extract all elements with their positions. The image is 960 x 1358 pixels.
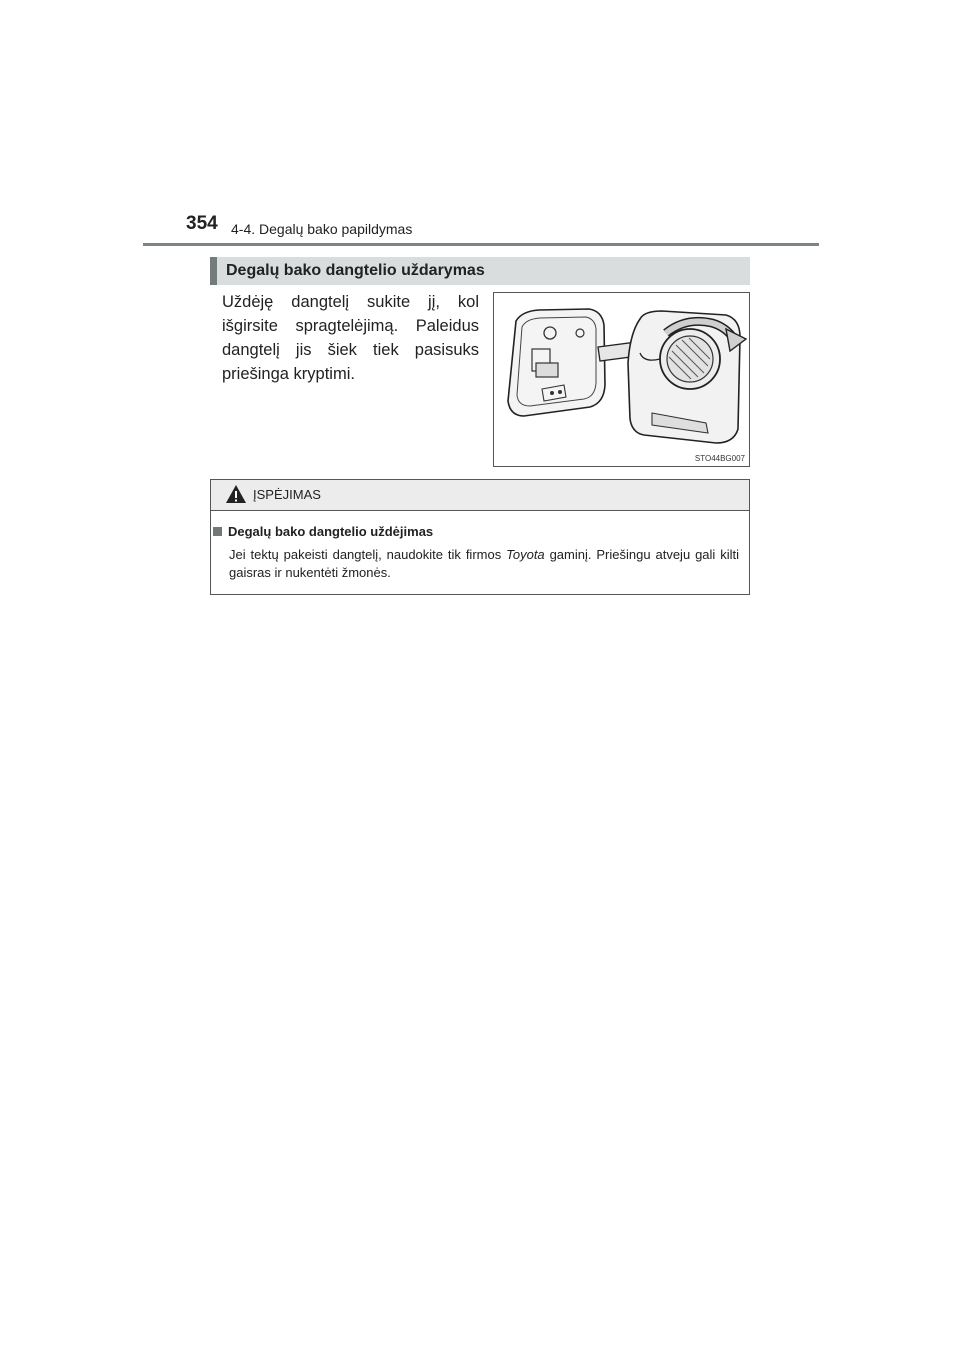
subsection-header xyxy=(210,257,750,285)
warning-header xyxy=(211,480,749,511)
page-number: 354 xyxy=(186,213,218,234)
figure-code: STO44BG007 xyxy=(694,454,745,463)
fuel-cap-closing-illustration xyxy=(494,293,749,466)
header-rule xyxy=(143,243,819,246)
section-title: 4-4. Degalų bako papildymas xyxy=(231,221,413,237)
warning-triangle-icon xyxy=(225,484,247,504)
fuel-cap-figure xyxy=(493,292,750,467)
brand-name: Toyota xyxy=(506,547,545,562)
warning-body-text-end: gaminį. Priešingu atveju gali kilti gaisras ir nukentėti žmonės. xyxy=(229,547,739,580)
instruction-text: Uždėję dangtelį sukite jį, kol išgirsite spragtelėjimą. Paleidus dangtelį jis šiek tiek pasisuks priešinga kryptimi. xyxy=(222,293,479,383)
warning-title: ĮSPĖJIMAS xyxy=(253,487,321,502)
warning-item-heading xyxy=(213,524,433,539)
subsection-marker xyxy=(210,257,217,285)
warning-body-text: Jei tektų pakeisti dangtelį, naudokite tik firmos xyxy=(229,547,507,562)
warning-box xyxy=(210,479,750,595)
warning-item-title: Degalų bako dangtelio uždėjimas xyxy=(228,524,434,539)
warning-body xyxy=(229,546,739,582)
subsection-title: Degalų bako dangtelio uždarymas xyxy=(226,262,485,279)
bullet-square-icon xyxy=(213,527,222,536)
